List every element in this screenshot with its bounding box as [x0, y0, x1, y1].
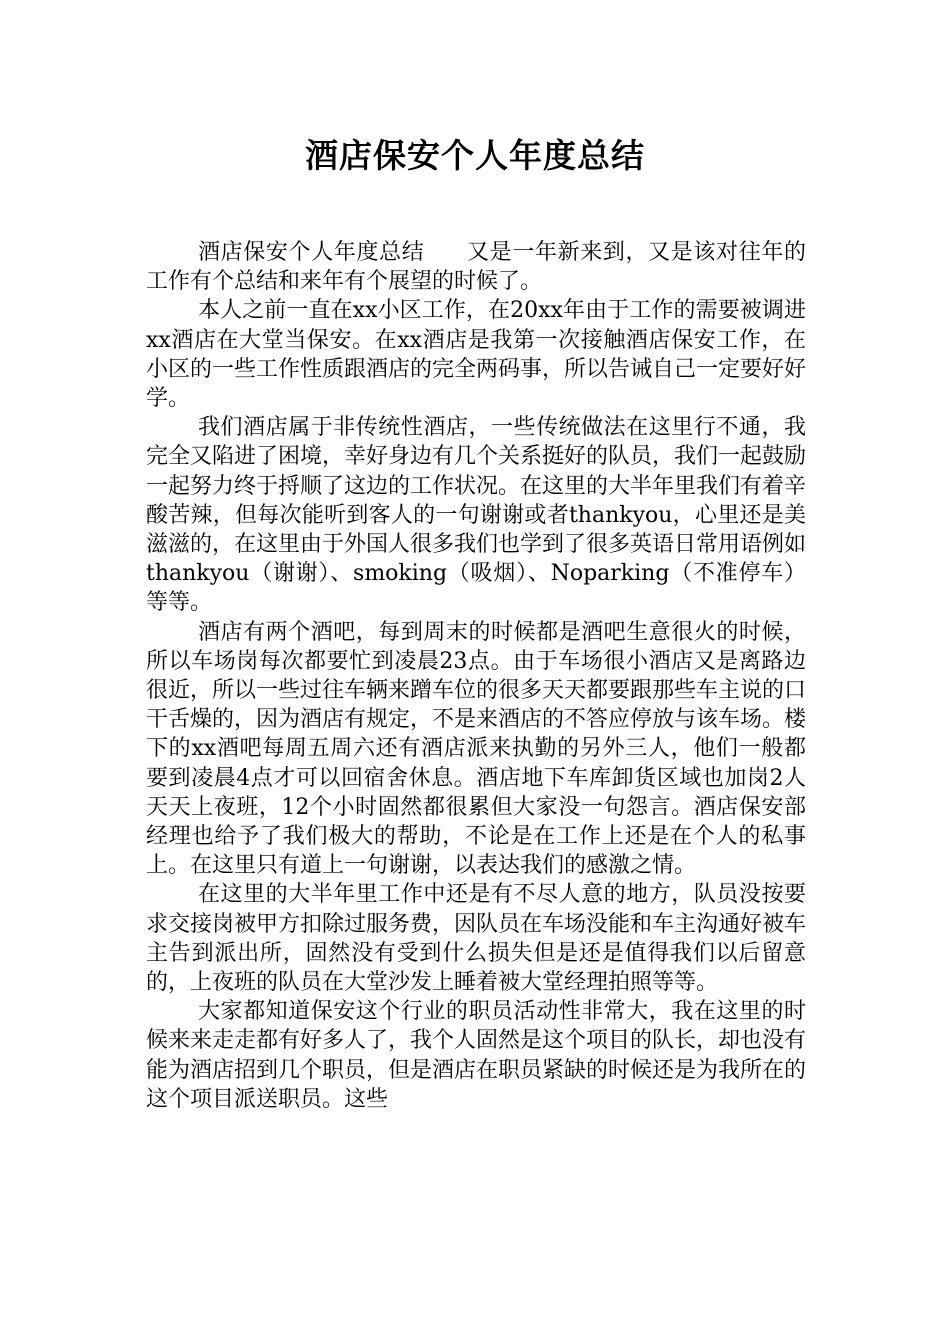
intro-paragraph: [146, 238, 806, 296]
paragraph-2: 我们酒店属于非传统性酒店，一些传统做法在这里行不通，我完全又陷进了困境，幸好身边有几个关系挺好的队员，我们一起鼓励一起努力终于捋顺了这边的工作状况。在这里的大半年里我们有着辛酸苦辣，但每次能听到客人的一句谢谢或者thankyou，心里还是美滋滋的，在这里由于外国人很多我们也学到了很多英语日常用语例如thankyou（谢谢）、smoking（吸烟）、Noparking（不准停车）等等。: [146, 415, 807, 616]
paragraph-5: 大家都知道保安这个行业的职员活动性非常大，我在这里的时候来来走走都有好多人了，我个人固然是这个项目的队长，却也没有能为酒店招到几个职员，但是酒店在职员紧缺的时候还是为我所在的这个项目派送职员。这些: [146, 999, 807, 1112]
paragraph-4: 在这里的大半年里工作中还是有不尽人意的地方，队员没按要求交接岗被甲方扣除过服务费，因队员在车场没能和车主沟通好被车主告到派出所，固然没有受到什么损失但是还是值得我们以后留意的，上夜班的队员在大堂沙发上睡着被大堂经理拍照等等。: [146, 882, 807, 996]
paragraph-3: 酒店有两个酒吧，每到周末的时候都是酒吧生意很火的时候，所以车场岗每次都要忙到凌晨23点。由于车场很小酒店又是离路边很近，所以一些过往车辆来蹭车位的很多天天都要跟那些车主说的口干舌燥的，因为酒店有规定，不是来酒店的不答应停放与该车场。楼下的xx酒吧每周五周六还有酒店派来执勤的另外三人，他们一般都要到凌晨4点才可以回宿舍休息。酒店地下车库卸货区域也加岗2人天天上夜班，12个小时固然都很累但大家没一句怨言。酒店保安部经理也给予了我们极大的帮助，不论是在工作上还是在个人的私事上。在这里只有道上一句谢谢，以表达我们的感激之情。: [146, 619, 807, 879]
document-body: [146, 238, 806, 1114]
intro-text: 又是一年新来到，又是该对往年的工作有个总结和来年有个展望的时候了。: [146, 240, 806, 295]
intro-heading: 酒店保安个人年度总结: [198, 240, 425, 265]
paragraph-1: 本人之前一直在xx小区工作，在20xx年由于工作的需要被调进xx酒店在大堂当保安。在xx酒店是我第一次接触酒店保安工作，在小区的一些工作性质跟酒店的完全两码事，所以告诫自己一定要好好学。: [146, 298, 807, 412]
document-title: 酒店保安个人年度总结: [305, 136, 645, 175]
